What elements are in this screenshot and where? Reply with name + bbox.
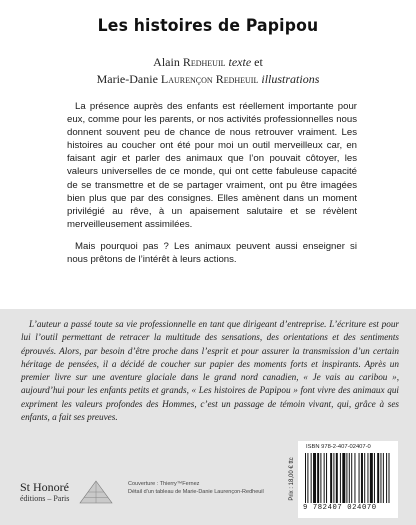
price-label	[287, 440, 297, 518]
credits	[0, 54, 416, 87]
cover-credit	[128, 480, 278, 496]
publisher-subtitle: éditions – Paris	[20, 494, 70, 503]
synopsis	[67, 100, 357, 275]
illustrator-role: illustrations	[261, 71, 320, 86]
and-word: et	[254, 55, 263, 69]
synopsis-paragraph: Mais pourquoi pas ? Les animaux peuvent aussi enseigner si nous prêtons de l’intérêt à leurs actions.	[67, 240, 357, 266]
pyramid-icon	[78, 478, 114, 506]
barcode-block	[298, 441, 398, 518]
illustrator-last-name: Laurençon Redheuil	[160, 71, 259, 86]
author-bio	[21, 318, 399, 424]
cover-credit-line: Couverture : Thierry™Fernez	[128, 481, 200, 487]
illustrator-first-name: Marie-Danie	[96, 71, 158, 86]
publisher-name: St Honoré	[20, 480, 69, 494]
publisher-logo	[20, 478, 140, 518]
price-text: Prix : 18,00 € ttc	[289, 457, 295, 501]
isbn-text: ISBN 978-2-407-02407-0	[306, 444, 371, 450]
cover-credit-line: Détail d’un tableau de Marie-Danie Laurençon-Redheuil	[128, 489, 264, 495]
author-bio-text: L’auteur a passé toute sa vie professionnelle en tant que dirigeant d’entreprise. L’écriture est pour lui l’outil permettant de retracer la multitude des sensations, des orientations et des sentiments éprouvés. Alors, par besoin d’être proche dans l’esprit et pour assurer la transmission d’un certain héritage de pensées, il a décidé de coucher sur papier des moments forts et inspirants. Après un premier livre sur une aventure glaciale dans le grand nord canadien, « Je vais au caribou », aujourd’hui pour les enfants petits et grands, « Les histoires de Papipou » font vivre des animaux qui expriment les valeurs profondes des Hommes, c’est un passage de témoin vivant, qui, grâce à ses enfants, a fait ses preuves.	[21, 319, 399, 423]
author-last-name: Redheuil	[182, 55, 226, 69]
author-role: texte	[228, 55, 252, 69]
illustrator-line	[0, 71, 416, 88]
author-first-name: Alain	[153, 55, 180, 69]
author-line	[0, 54, 416, 71]
book-title: Les histoires de Papipou	[97, 16, 319, 36]
barcode-icon	[305, 453, 391, 503]
ean-digits: 9 782407 024070	[303, 504, 377, 512]
synopsis-paragraph: La présence auprès des enfants est réellement importante pour eux, comme pour les parents, or nos activités professionnelles nous donnent souvent peu de chance de nous retrouver vraiment. Les histoires au coucher ont été pour moi un outil merveilleux car, en faisant agir et parler des animaux que l’on pouvait côtoyer, les valeurs universelles de ce monde, qui ont cette fabuleuse capacité de se transmettre et de se partager vraiment, ont pu être imagées bien plus que par des consignes. Elles amènent dans un moment privilégié au rêve, à un apaisement salutaire et se révèlent merveilleusement assimilées.	[67, 101, 357, 230]
